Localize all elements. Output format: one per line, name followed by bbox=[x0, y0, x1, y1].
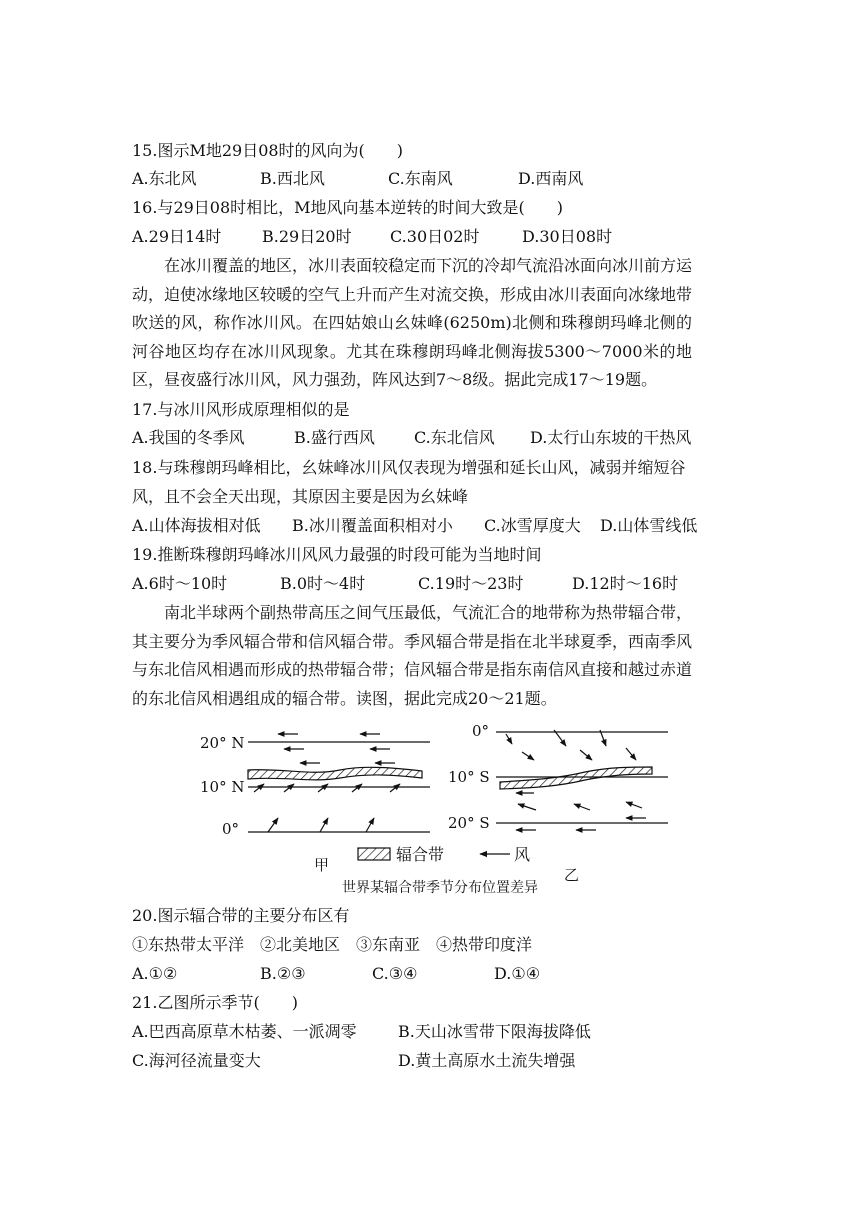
wind-arrows-sw-monsoon-left bbox=[254, 784, 400, 832]
option-16-b[interactable]: B.29日20时 bbox=[262, 227, 352, 246]
wind-arrows-ne-trade-right bbox=[506, 730, 636, 760]
question-20-options bbox=[132, 961, 540, 987]
question-15-options bbox=[132, 166, 583, 192]
option-17-a[interactable]: A.我国的冬季风 bbox=[132, 428, 245, 447]
label-20s: 20° S bbox=[448, 814, 490, 832]
option-20-c[interactable]: C.③④ bbox=[372, 964, 418, 983]
panel-label-yi: 乙 bbox=[564, 866, 580, 884]
question-20-stem: 20.图示辐合带的主要分布区有 bbox=[132, 906, 350, 925]
legend-wind-label: 风 bbox=[514, 845, 531, 864]
option-15-c[interactable]: C.东南风 bbox=[388, 169, 453, 188]
question-17-options bbox=[132, 425, 691, 451]
figure-caption: 世界某辐合带季节分布位置差异 bbox=[342, 880, 538, 896]
question-19-options bbox=[132, 571, 678, 597]
option-21-d[interactable]: D.黄土高原水土流失增强 bbox=[398, 1051, 576, 1070]
option-18-d[interactable]: D.山体雪线低 bbox=[600, 516, 698, 535]
wind-arrows-ne-trade-left bbox=[278, 734, 395, 763]
legend-zone-swatch bbox=[358, 848, 390, 860]
label-10s: 10° S bbox=[448, 768, 490, 786]
question-19-stem: 19.推断珠穆朗玛峰冰川风风力最强的时段可能为当地时间 bbox=[132, 545, 542, 564]
question-21-options-row1 bbox=[132, 1019, 591, 1045]
question-18-stem-line1: 18.与珠穆朗玛峰相比，幺妹峰冰川风仅表现为增强和延长山风，减弱并缩短谷 bbox=[132, 458, 686, 477]
question-15-stem: 15.图示M地29日08时的风向为( ) bbox=[132, 141, 404, 160]
option-17-b[interactable]: B.盛行西风 bbox=[294, 428, 375, 447]
option-21-c[interactable]: C.海河径流量变大 bbox=[132, 1051, 261, 1070]
question-21-options-row2 bbox=[132, 1048, 575, 1074]
wind-arrows-se-trade-right bbox=[516, 793, 646, 830]
question-18-options bbox=[132, 513, 697, 539]
label-10n: 10° N bbox=[200, 778, 245, 796]
option-19-d[interactable]: D.12时～16时 bbox=[572, 574, 679, 593]
option-21-a[interactable]: A.巴西高原草木枯萎、一派凋零 bbox=[132, 1022, 357, 1041]
convergence-zone-right bbox=[500, 767, 652, 789]
panel-label-jia: 甲 bbox=[314, 856, 330, 874]
question-20-choices: ①东热带太平洋 ②北美地区 ③东南亚 ④热带印度洋 bbox=[132, 935, 533, 954]
option-19-a[interactable]: A.6时～10时 bbox=[132, 574, 228, 593]
option-19-b[interactable]: B.0时～4时 bbox=[280, 574, 366, 593]
question-16-stem: 16.与29日08时相比，M地风向基本逆转的时间大致是( ) bbox=[132, 198, 564, 217]
option-18-b[interactable]: B.冰川覆盖面积相对小 bbox=[292, 516, 453, 535]
question-21-stem: 21.乙图所示季节( ) bbox=[132, 993, 298, 1012]
option-15-a[interactable]: A.东北风 bbox=[132, 169, 197, 188]
option-20-a[interactable]: A.①② bbox=[132, 964, 178, 983]
option-17-c[interactable]: C.东北信风 bbox=[414, 428, 495, 447]
option-21-b[interactable]: B.天山冰雪带下限海拔降低 bbox=[398, 1022, 591, 1041]
label-0-right: 0° bbox=[472, 722, 490, 740]
passage-glacier-wind: 在冰川覆盖的地区，冰川表面较稳定而下沉的冷却气流沿冰面向冰川前方运动，迫使冰缘地区较暖的空气上升而产生对流交换，形成由冰川表面向冰缘地带吹送的风，称作冰川风。在四姑娘山幺妹峰(6250m)北侧和珠穆朗玛峰北侧的河谷地区均存在冰川风现象。尤其在珠穆朗玛峰北侧海拔5300～7000米的地区，昼夜盛行冰川风，风力强劲，阵风达到7～8级。据此完成17～19题。 bbox=[132, 256, 693, 389]
option-15-d[interactable]: D.西南风 bbox=[518, 169, 584, 188]
option-15-b[interactable]: B.西北风 bbox=[260, 169, 325, 188]
option-19-c[interactable]: C.19时～23时 bbox=[418, 574, 524, 593]
option-17-d[interactable]: D.太行山东坡的干热风 bbox=[530, 428, 692, 447]
option-18-c[interactable]: C.冰雪厚度大 bbox=[484, 516, 581, 535]
label-0-left: 0° bbox=[222, 820, 240, 838]
question-18-stem-line2: 风，且不会全天出现，其原因主要是因为幺妹峰 bbox=[132, 487, 469, 506]
passage-itcz: 南北半球两个副热带高压之间气压最低，气流汇合的地带称为热带辐合带，其主要分为季风辐合带和信风辐合带。季风辐合带是指在北半球夏季，西南季风与东北信风相遇而形成的热带辐合带；信风辐合带是指东南信风直接和越过赤道的东北信风相遇组成的辐合带。读图，据此完成20～21题。 bbox=[132, 603, 693, 708]
legend-zone-label: 辐合带 bbox=[396, 845, 445, 864]
itcz-figure bbox=[190, 720, 690, 900]
question-16-options bbox=[132, 224, 612, 250]
label-20n: 20° N bbox=[200, 734, 245, 752]
option-16-d[interactable]: D.30日08时 bbox=[522, 227, 613, 246]
option-20-d[interactable]: D.①④ bbox=[494, 964, 541, 983]
option-16-c[interactable]: C.30日02时 bbox=[390, 227, 480, 246]
option-18-a[interactable]: A.山体海拔相对低 bbox=[132, 516, 261, 535]
convergence-zone-left bbox=[248, 767, 422, 780]
option-16-a[interactable]: A.29日14时 bbox=[132, 227, 222, 246]
option-20-b[interactable]: B.②③ bbox=[260, 964, 306, 983]
question-17-stem: 17.与冰川风形成原理相似的是 bbox=[132, 400, 350, 419]
